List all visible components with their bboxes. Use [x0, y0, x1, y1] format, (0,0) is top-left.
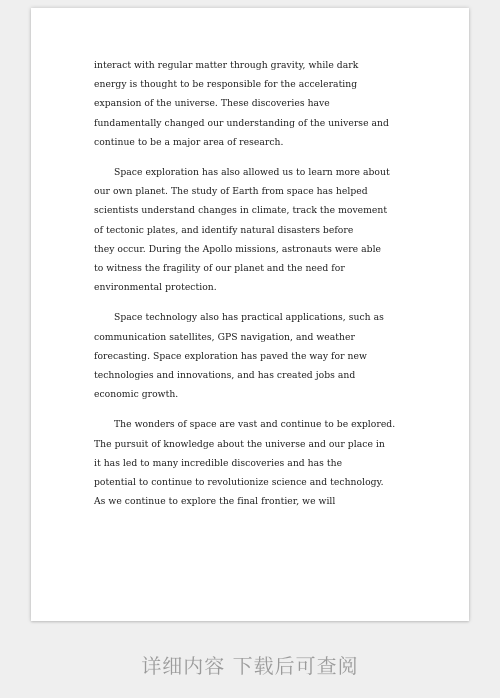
text-line: fundamentally changed our understanding of the universe and — [94, 117, 389, 129]
text-line: it has led to many incredible discoveries and has the — [94, 457, 343, 469]
text-line: Space technology also has practical applications, such as — [114, 312, 384, 324]
text-line: our own planet. The study of Earth from space has helped — [94, 186, 368, 198]
text-line: The pursuit of knowledge about the universe and our place in — [94, 438, 385, 450]
paragraph-1 — [94, 56, 424, 152]
text-line: environmental protection. — [94, 282, 217, 294]
download-hint-banner: 详细内容 下载后可查阅 — [141, 654, 359, 678]
text-line: communication satellites, GPS navigation, and weather — [94, 331, 355, 343]
text-line: technologies and innovations, and has created jobs and — [94, 370, 356, 382]
text-line: economic growth. — [94, 389, 179, 401]
text-line: As we continue to explore the final frontier, we will — [94, 496, 336, 508]
text-line: Space exploration has also allowed us to learn more about — [114, 167, 390, 179]
text-line: potential to continue to revolutionize science and technology. — [94, 477, 384, 489]
text-line: interact with regular matter through gravity, while dark — [94, 60, 359, 71]
text-line: they occur. During the Apollo missions, astronauts were able — [94, 243, 382, 255]
text-line: expansion of the universe. These discoveries have — [94, 98, 330, 110]
text-line: to witness the fragility of our planet and the need for — [94, 263, 345, 275]
text-line: of tectonic plates, and identify natural disasters before — [94, 224, 354, 236]
document-body — [94, 56, 424, 522]
paragraph-3 — [94, 308, 424, 404]
paragraph-4 — [94, 415, 424, 511]
paragraph-2 — [94, 163, 424, 297]
text-line: forecasting. Space exploration has paved the way for new — [94, 350, 367, 362]
text-line: The wonders of space are vast and continue to be explored. — [114, 419, 396, 431]
text-line: scientists understand changes in climate, track the movement — [94, 205, 388, 217]
document-page — [31, 8, 469, 621]
text-line: energy is thought to be responsible for the accelerating — [94, 79, 358, 91]
text-line: continue to be a major area of research. — [94, 136, 284, 148]
